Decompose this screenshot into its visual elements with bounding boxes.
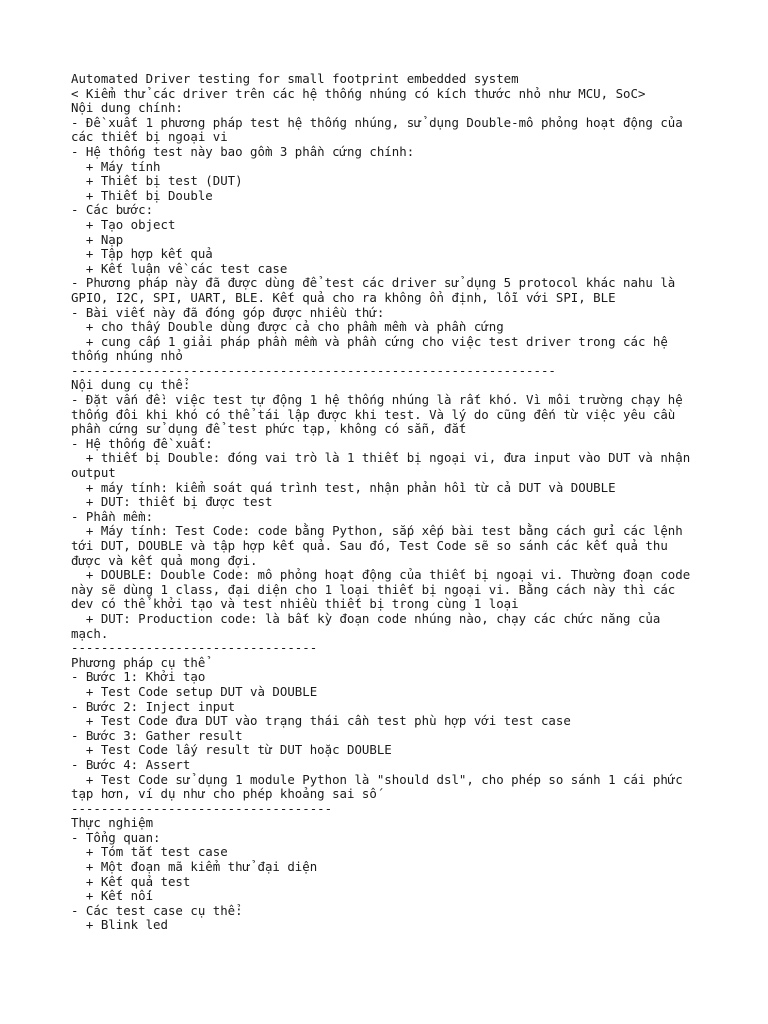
document-line: Automated Driver testing for small footprint embedded system <box>71 71 519 86</box>
document-line: - Bước 3: Gather result <box>71 727 243 743</box>
document-line: + Blink led <box>71 917 168 933</box>
document-line: - Đề xuất 1 phương pháp test hệ thống nhúng, sử dụng Double-mô phỏng hoạt động của <box>71 114 683 130</box>
document-line: thống đôi khi khó có thể tái lập được khi test. Và lý do cũng đến từ việc yêu cầu <box>71 406 676 422</box>
document-line: được và kết quả mong đợi. <box>71 552 258 568</box>
document-line: + Thiết bị Double <box>71 187 213 203</box>
document-line: - Các bước: <box>71 202 154 218</box>
document-line: - Phần mềm: <box>71 508 154 524</box>
document-line: + thiết bị Double: đóng vai trò là 1 thiết bị ngoại vi, đưa input vào DUT và nhận <box>71 450 691 466</box>
document-line: phần cứng sử dụng để test phức tạp, không có sẵn, đắt <box>71 421 467 437</box>
document-line: tạp hơn, ví dụ như cho phép khoảng sai số <box>71 786 377 802</box>
document-line: + Tập hợp kết quả <box>71 246 213 262</box>
document-line: - Phương pháp này đã được dùng để test các driver sử dụng 5 protocol khác nahu là <box>71 275 676 291</box>
document-line: GPIO, I2C, SPI, UART, BLE. Kết quả cho ra không ổn định, lỗi với SPI, BLE <box>71 289 616 305</box>
document-line: Phương pháp cụ thể <box>71 654 206 670</box>
document-line: + Kết luận về các test case <box>71 260 288 276</box>
document-line: + Máy tính: Test Code: code bằng Python, sắp xếp bài test bằng cách gửi các lệnh <box>71 523 683 539</box>
document-line: + Tóm tắt test case <box>71 844 228 860</box>
document-line: các thiết bị ngoại vi <box>71 129 228 145</box>
document-line: Nội dung cụ thể: <box>71 377 191 393</box>
document-line: + cho thấy Double dùng được cả cho phầm mềm và phần cứng <box>71 319 504 335</box>
document-line: mạch. <box>71 625 109 641</box>
document-line: ----------------------------------- <box>71 800 333 816</box>
document-text <box>71 72 701 933</box>
document-line: + Test Code lấy result từ DUT hoặc DOUBLE <box>71 742 392 758</box>
document-line: + Test Code sử dụng 1 module Python là "should dsl", cho phép so sánh 1 cái phức <box>71 771 683 787</box>
document-line: + DUT: thiết bị được test <box>71 494 273 510</box>
document-line: output <box>71 465 116 481</box>
document-line: + Test Code setup DUT và DOUBLE <box>71 683 318 699</box>
document-line: + máy tính: kiểm soát quá trình test, nhận phản hồi từ cả DUT và DOUBLE <box>71 479 616 495</box>
document-line: + cung cấp 1 giải pháp phần mềm và phần cứng cho việc test driver trong các hệ <box>71 333 668 349</box>
document-line: - Bước 2: Inject input <box>71 698 236 714</box>
document-line: + Kết nối <box>71 888 154 904</box>
document-line: - Tổng quan: <box>71 829 161 845</box>
document-line: Thực nghiệm <box>71 815 154 831</box>
document-line: - Bài viết này đã đóng góp được nhiều thứ: <box>71 304 385 320</box>
document-line: + DOUBLE: Double Code: mô phỏng hoạt động của thiết bị ngoại vi. Thường đoạn code <box>71 567 691 583</box>
document-line: + Một đoạn mã kiểm thử đại diện <box>71 859 318 875</box>
document-line: + Test Code đưa DUT vào trạng thái cần test phù hợp với test case <box>71 713 571 729</box>
document-line: + Nạp <box>71 231 124 247</box>
document-line: - Bước 4: Assert <box>71 756 191 772</box>
document-line: + DUT: Production code: là bất kỳ đoạn code nhúng nào, chạy các chức năng của <box>71 610 661 626</box>
document-line: Nội dung chính: <box>71 100 183 116</box>
document-line: - Đặt vấn đề: việc test tự động 1 hệ thống nhúng là rất khó. Vì môi trường chạy hệ <box>71 392 683 408</box>
document-line: này sẽ dùng 1 class, đại diện cho 1 loại thiết bị ngoại vi. Bằng cách này thì các <box>71 581 676 597</box>
document-line: - Hệ thống test này bao gồm 3 phần cứng chính: <box>71 143 415 159</box>
document-line: < Kiểm thử các driver trên các hệ thống nhúng có kích thước nhỏ như MCU, SoC> <box>71 85 646 101</box>
document-line: ----------------------------------------------------------------- <box>71 362 556 378</box>
document-line: - Bước 1: Khởi tạo <box>71 669 206 685</box>
document-line: dev có thể khởi tạo và test nhiều thiết bị trong cùng 1 loại <box>71 596 519 612</box>
document-line: - Hệ thống đề xuất: <box>71 435 213 451</box>
document-line: + Máy tính <box>71 158 161 174</box>
document-line: thống nhúng nhỏ <box>71 348 183 364</box>
document-line: tới DUT, DOUBLE và tập hợp kết quả. Sau đó, Test Code sẽ so sánh các kết quả thu <box>71 538 668 553</box>
document-line: + Tạo object <box>71 216 176 232</box>
document-line: - Các test case cụ thể: <box>71 902 243 918</box>
document-line: + Thiết bị test (DUT) <box>71 173 243 189</box>
document-line: + Kết quả test <box>71 873 191 889</box>
document-line: --------------------------------- <box>71 640 318 656</box>
